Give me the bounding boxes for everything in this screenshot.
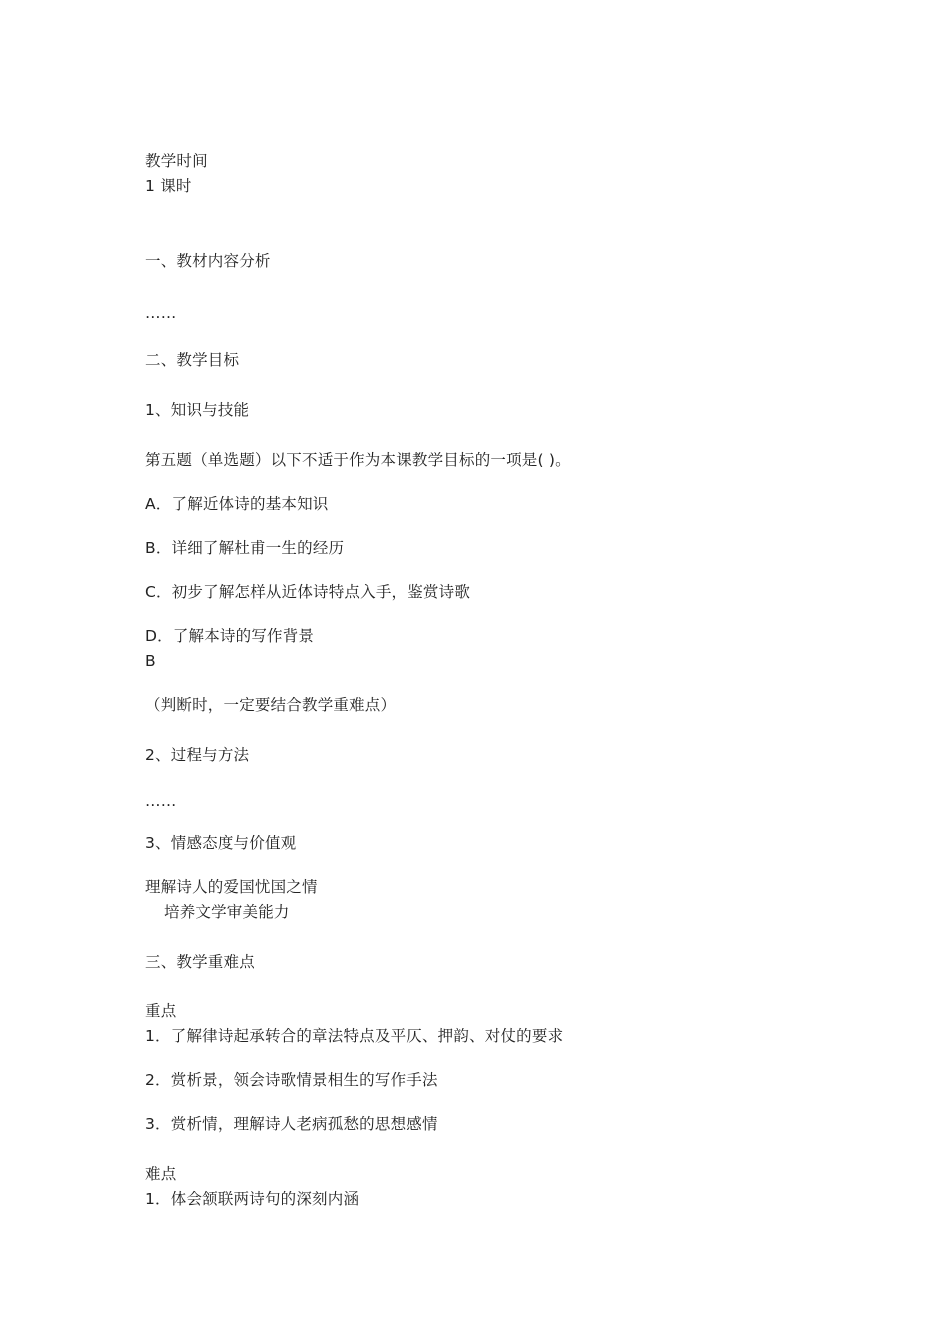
section-heading-teaching-goals: 二、教学目标 bbox=[145, 351, 240, 369]
subheading-knowledge-skills: 1、知识与技能 bbox=[145, 401, 250, 419]
difficult-points-label: 难点 bbox=[145, 1165, 177, 1183]
ellipsis-text: …… bbox=[145, 304, 177, 322]
option-b: B．详细了解杜甫一生的经历 bbox=[145, 539, 345, 557]
option-a: A．了解近体诗的基本知识 bbox=[145, 495, 329, 513]
subheading-emotion-values: 3、情感态度与价值观 bbox=[145, 834, 297, 852]
judgment-note: （判断时，一定要结合教学重难点） bbox=[145, 696, 397, 714]
key-point-item: 3．赏析情，理解诗人老病孤愁的思想感情 bbox=[145, 1115, 438, 1133]
option-c: C．初步了解怎样从近体诗特点入手，鉴赏诗歌 bbox=[145, 583, 471, 601]
section-heading-material-analysis: 一、教材内容分析 bbox=[145, 252, 271, 270]
difficult-point-item: 1．体会颔联两诗句的深刻内涵 bbox=[145, 1190, 360, 1208]
goal-text: 理解诗人的爱国忧国之情 bbox=[145, 878, 318, 896]
teaching-time-value: 1 课时 bbox=[145, 177, 192, 195]
goal-text: 培养文学审美能力 bbox=[164, 903, 290, 921]
ellipsis-text: …… bbox=[145, 792, 177, 810]
key-point-item: 1．了解律诗起承转合的章法特点及平仄、押韵、对仗的要求 bbox=[145, 1027, 564, 1045]
answer: B bbox=[145, 652, 156, 670]
key-points-label: 重点 bbox=[145, 1002, 177, 1020]
option-d: D．了解本诗的写作背景 bbox=[145, 627, 315, 645]
subheading-process-methods: 2、过程与方法 bbox=[145, 746, 250, 764]
section-heading-key-difficult-points: 三、教学重难点 bbox=[145, 953, 255, 971]
key-point-item: 2．赏析景，领会诗歌情景相生的写作手法 bbox=[145, 1071, 438, 1089]
question-stem: 第五题（单选题）以下不适于作为本课教学目标的一项是( )。 bbox=[145, 451, 571, 469]
teaching-time-label: 教学时间 bbox=[145, 152, 208, 170]
